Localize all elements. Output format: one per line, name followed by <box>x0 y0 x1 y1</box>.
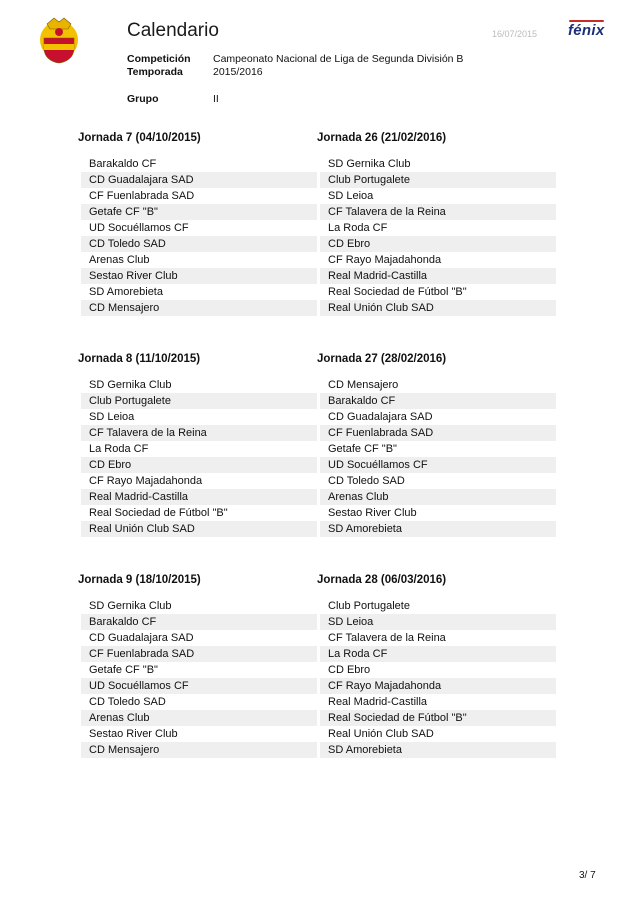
group-label: Grupo <box>127 93 159 105</box>
team-row: CD Mensajero <box>81 742 317 758</box>
team-row: Real Sociedad de Fútbol "B" <box>320 710 556 726</box>
fixtures-block <box>78 130 557 793</box>
jornada-column <box>317 130 556 316</box>
team-row: CD Toledo SAD <box>81 236 317 252</box>
team-row: SD Leioa <box>328 190 374 202</box>
rfef-crest-icon <box>38 14 80 66</box>
team-row: Club Portugalete <box>320 172 556 188</box>
team-row: UD Socuéllamos CF <box>320 457 556 473</box>
team-row: SD Amorebieta <box>320 742 556 758</box>
team-list <box>81 598 317 758</box>
season-value: 2015/2016 <box>213 66 263 78</box>
team-row: CF Talavera de la Reina <box>328 632 446 644</box>
team-row: Barakaldo CF <box>81 614 317 630</box>
team-row: Arenas Club <box>81 710 317 726</box>
team-row: Real Madrid-Castilla <box>320 268 556 284</box>
page-title: Calendario <box>127 20 219 41</box>
team-row: La Roda CF <box>320 646 556 662</box>
team-row: Sestao River Club <box>328 507 417 519</box>
team-row: CF Fuenlabrada SAD <box>320 425 556 441</box>
team-row: Arenas Club <box>89 254 150 266</box>
team-row: CD Toledo SAD <box>89 696 166 708</box>
team-row: CD Guadalajara SAD <box>328 411 433 423</box>
jornada-column <box>78 572 317 758</box>
team-row: Sestao River Club <box>81 268 317 284</box>
jornada-column <box>317 572 556 758</box>
team-row: CD Ebro <box>328 664 371 676</box>
group-value: II <box>213 93 219 105</box>
team-row: Sestao River Club <box>89 728 178 740</box>
team-row: La Roda CF <box>328 222 388 234</box>
team-list <box>81 156 317 316</box>
team-row: Barakaldo CF <box>89 158 157 170</box>
team-row: Arenas Club <box>320 489 556 505</box>
team-row: Club Portugalete <box>81 393 317 409</box>
team-row: CF Talavera de la Reina <box>320 204 556 220</box>
team-row: CD Ebro <box>320 236 556 252</box>
team-row: Real Sociedad de Fútbol "B" <box>328 286 467 298</box>
team-row: Real Madrid-Castilla <box>328 696 428 708</box>
team-row: Getafe CF "B" <box>89 664 158 676</box>
season-label: Temporada <box>127 66 183 78</box>
team-row: CD Mensajero <box>328 379 399 391</box>
team-row: Real Unión Club SAD <box>81 521 317 537</box>
team-row: CD Guadalajara SAD <box>81 172 317 188</box>
team-row: SD Amorebieta <box>320 521 556 537</box>
fenix-logo: fénix <box>568 22 605 39</box>
team-row: CD Mensajero <box>81 300 317 316</box>
team-list <box>320 156 556 316</box>
jornada-title: Jornada 7 (04/10/2015) <box>78 132 201 144</box>
team-row: Real Sociedad de Fútbol "B" <box>89 507 228 519</box>
team-row: CF Rayo Majadahonda <box>89 475 203 487</box>
team-row: Getafe CF "B" <box>328 443 397 455</box>
jornada-title: Jornada 8 (11/10/2015) <box>78 353 201 365</box>
jornada-column <box>78 130 317 316</box>
team-row: UD Socuéllamos CF <box>89 222 189 234</box>
team-row: CF Rayo Majadahonda <box>320 678 556 694</box>
competition-label: Competición <box>127 53 191 65</box>
team-row: CF Rayo Majadahonda <box>328 254 442 266</box>
jornada-pair <box>78 572 557 793</box>
team-row: La Roda CF <box>89 443 149 455</box>
team-row: Barakaldo CF <box>320 393 556 409</box>
team-row: SD Gernika Club <box>89 379 172 391</box>
page-number: 3/ 7 <box>579 870 596 881</box>
team-row: SD Gernika Club <box>89 600 172 612</box>
jornada-title: Jornada 9 (18/10/2015) <box>78 574 201 586</box>
team-row: UD Socuéllamos CF <box>81 678 317 694</box>
team-row: SD Amorebieta <box>89 286 163 298</box>
jornada-pair <box>78 351 557 572</box>
jornada-title: Jornada 27 (28/02/2016) <box>317 353 447 365</box>
team-row: CF Fuenlabrada SAD <box>81 646 317 662</box>
jornada-pair <box>78 130 557 351</box>
team-row: CD Ebro <box>81 457 317 473</box>
team-row: CF Fuenlabrada SAD <box>89 190 195 202</box>
team-row: Real Unión Club SAD <box>320 300 556 316</box>
team-row: SD Gernika Club <box>328 158 411 170</box>
team-row: SD Leioa <box>89 411 135 423</box>
team-row: Club Portugalete <box>328 600 410 612</box>
team-row: CD Toledo SAD <box>328 475 405 487</box>
team-row: Getafe CF "B" <box>81 204 317 220</box>
competition-value: Campeonato Nacional de Liga de Segunda División B <box>213 53 464 65</box>
team-row: CD Guadalajara SAD <box>89 632 194 644</box>
team-list <box>320 377 556 537</box>
jornada-column <box>78 351 317 537</box>
team-list <box>320 598 556 758</box>
jornada-title: Jornada 26 (21/02/2016) <box>317 132 447 144</box>
team-row: SD Leioa <box>320 614 556 630</box>
jornada-column <box>317 351 556 537</box>
team-row: CF Talavera de la Reina <box>81 425 317 441</box>
team-list <box>81 377 317 537</box>
jornada-title: Jornada 28 (06/03/2016) <box>317 574 447 586</box>
print-date: 16/07/2015 <box>492 29 538 39</box>
team-row: Real Unión Club SAD <box>328 728 434 740</box>
team-row: Real Madrid-Castilla <box>81 489 317 505</box>
